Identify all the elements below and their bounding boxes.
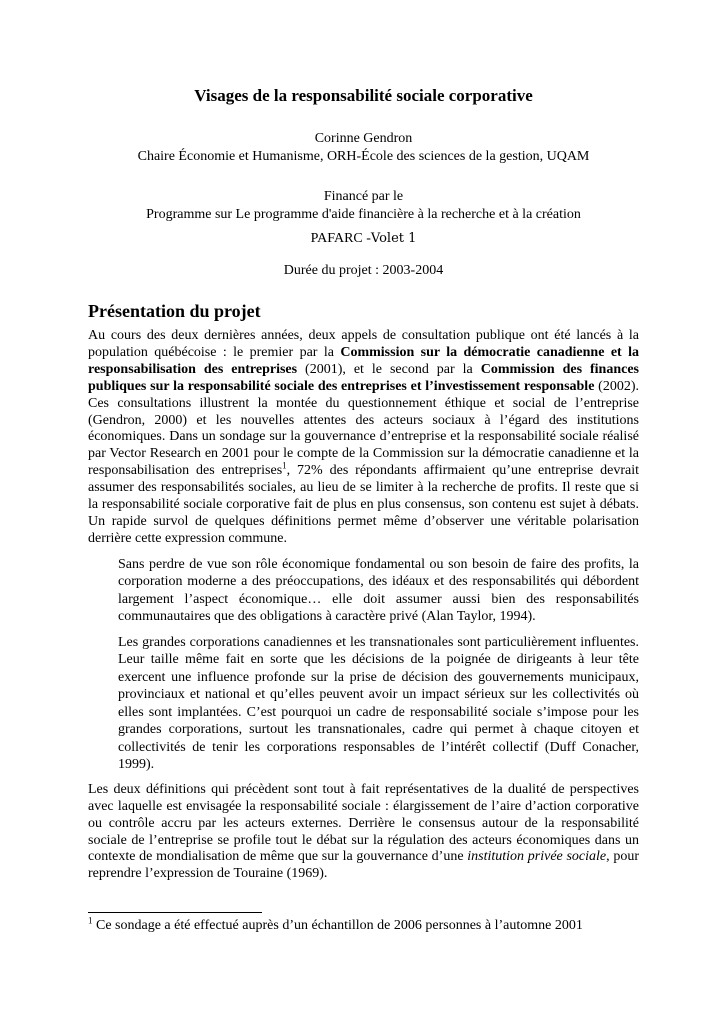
p1-text-2: (2001), et le second par la bbox=[297, 361, 481, 377]
project-duration: Durée du projet : 2003-2004 bbox=[283, 263, 444, 278]
document-page bbox=[88, 86, 639, 883]
p2-text-2: , pour reprendre l’expression de Touraine (1969). bbox=[88, 849, 640, 882]
paragraph-conclusion bbox=[88, 782, 639, 883]
section-title: Présentation du projet bbox=[88, 301, 261, 321]
funding-intro: Financé par le bbox=[323, 189, 404, 204]
p2-italic-1: institution privée sociale bbox=[467, 849, 607, 865]
footnote-text: Ce sondage a été effectué auprès d’un échantillon de 2006 personnes à l’automne 2001 bbox=[92, 918, 583, 933]
p1-bold-2: Commission des finances publiques sur la responsabilité sociale des entreprises et l’investissement responsable bbox=[88, 361, 639, 394]
block-quote-taylor: Sans perdre de vue son rôle économique fondamental ou son besoin de faire des profits, la corporation moderne a des préoccupations, des idéaux et des responsabilités qui débordent largement l’aspect économique… elle doit assumer aussi bien des responsabilités communautaires que des obligations à caractère privé (Alan Taylor, 1994). bbox=[118, 556, 639, 625]
author-affiliation: Chaire Économie et Humanisme, ORH-École des sciences de la gestion, UQAM bbox=[137, 149, 590, 164]
paragraph-intro bbox=[88, 328, 639, 548]
program-label bbox=[88, 230, 639, 248]
p1-text-4: , 72% des répondants affirmaient qu’une entreprise devrait assumer des responsabilités sociales, au lieu de se limiter à la recherche de profits. Il reste que si la responsabilité sociale corporative fait de plus en plus consensus, son contenu est sujet à débats. Un rapide survol de quelques définitions permet même d’observer une véritable polarisation derrière cette expression commune. bbox=[88, 463, 639, 546]
document-title: Visages de la responsabilité sociale corporative bbox=[194, 86, 533, 105]
program-acronym: PAFARC - bbox=[310, 231, 371, 246]
footnote-divider bbox=[88, 912, 262, 913]
footnote bbox=[88, 917, 648, 935]
footnote-marker: 1 bbox=[88, 915, 93, 926]
p1-text-3: (2002). Ces consultations illustrent la montée du questionnement éthique et social de l’entreprise (Gendron, 2000) et les nouvelles attentes des acteurs sociaux à l’égard des institutions économiques. Dans un sondage sur la gouvernance d’entreprise et la responsabilité sociale réalisé par Vector Research en 2001 pour le compte de la Commission sur la démocratie canadienne et la responsabilisation des entreprises bbox=[88, 378, 639, 479]
p2-text-1: Les deux définitions qui précèdent sont tout à fait représentatives de la dualité de perspectives avec laquelle est envisagée la responsabilité sociale : élargissement de l’aire d’action corporative ou contrôle accru par les acteurs externes. Derrière le consensus autour de la responsabilité sociale de l’entreprise se profile tout le débat sur la régulation des acteurs économiques dans un contexte de mondialisation de même que sur la gouvernance d’une bbox=[88, 781, 639, 865]
p1-bold-1: Commission sur la démocratie canadienne et la responsabilisation des entreprises bbox=[88, 344, 639, 377]
footnote-ref: 1 bbox=[282, 460, 287, 471]
program-volet: Volet 1 bbox=[370, 231, 417, 246]
funding-program: Programme sur Le programme d'aide financière à la recherche et à la création bbox=[146, 207, 581, 222]
block-quote-conacher: Les grandes corporations canadiennes et les transnationales sont particulièrement influentes. Leur taille même fait en sorte que les décisions de la poignée de dirigeants à leur tête exercent une influence profonde sur la prise de décision des gouvernements municipaux, provinciaux et national et qu’elles peuvent avoir un impact sérieux sur les collectivités où elles sont implantées. C’est pourquoi un cadre de responsabilité sociale s’impose pour les grandes corporations, surtout les transnationales, cadre qui permet à chaque citoyen et collectivités de tenir les corporations responsables de l’intérêt collectif (Duff Conacher, 1999). bbox=[118, 634, 639, 773]
p1-text-1: Au cours des deux dernières années, deux appels de consultation publique ont été lancés à la population québécoise : le premier par la bbox=[88, 328, 639, 360]
author-name: Corinne Gendron bbox=[314, 131, 413, 146]
